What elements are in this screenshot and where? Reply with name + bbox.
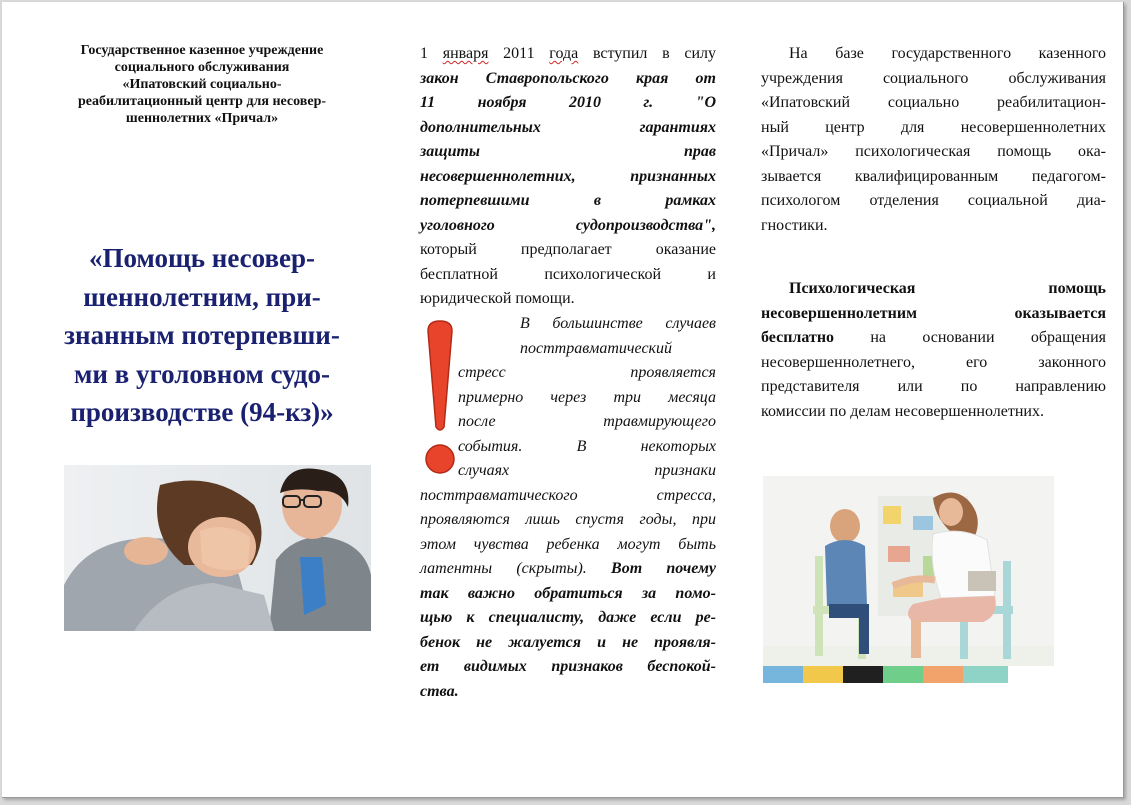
intro-text: вступил в силу <box>578 45 717 62</box>
service-line: ный центр для несовершеннолетних <box>761 118 1106 136</box>
title-line: производстве (94-кз)» <box>70 397 334 427</box>
free-help-line: несовершеннолетнего, его законного <box>761 353 1106 371</box>
stress-emphasis-line: ет видимых признаков беспокой- <box>420 658 716 675</box>
free-help-line <box>761 326 1106 351</box>
service-line: На базе государственного казенного <box>789 45 1106 62</box>
stress-emphasis: Вот почему <box>611 560 717 577</box>
intro-text: января <box>442 45 489 62</box>
stress-emphasis-line: щью к специалисту, даже если ре- <box>420 609 716 626</box>
law-name-line: несовершеннолетних, признанных <box>420 167 716 185</box>
service-line: зывается квалифицированным педагогом- <box>761 167 1106 185</box>
free-help-line: несовершеннолетним оказывается <box>761 304 1106 322</box>
stress-line: В большинстве случаев <box>520 315 716 332</box>
free-help-line: Психологическая помощь <box>789 280 1106 297</box>
title-line: ми в уголовном судо- <box>73 358 331 389</box>
free-help-line: представителя или по направлению <box>761 378 1106 395</box>
stress-line: случаях признаки <box>458 462 716 479</box>
law-name-line: 11 ноября 2010 г. "О <box>420 94 716 111</box>
service-line: учреждения социального обслуживания <box>761 69 1106 87</box>
stress-line: примерно через три месяца <box>458 388 716 406</box>
stress-emphasis-line: так важно обратиться за помо- <box>420 584 716 602</box>
intro-text: 1 <box>420 45 443 62</box>
law-name-line: потерпевшими в рамках <box>420 192 716 209</box>
stress-line: посттравматический <box>520 339 673 357</box>
org-line: Государственное казенное учреждение <box>80 43 324 58</box>
law-name-line: закон Ставропольского края от <box>420 69 716 87</box>
service-line: гностики. <box>761 216 828 234</box>
title-line: «Помощь несовер- <box>88 243 316 273</box>
org-line: реабилитационный центр для несовер- <box>77 94 327 109</box>
brochure-title <box>52 239 352 432</box>
service-line: психологом отделения социальной диа- <box>761 192 1106 209</box>
free-help-paragraph <box>761 277 1106 424</box>
law-name-line: защиты прав <box>420 143 716 160</box>
title-line: шеннолетним, при- <box>83 281 321 312</box>
stress-line: проявляются лишь спустя годы, при <box>420 511 716 528</box>
law-intro <box>420 42 716 312</box>
service-line: «Ипатовский социально реабилитацион- <box>761 94 1106 111</box>
comforting-photo-illustration <box>64 465 371 631</box>
title-line: знанным потерпевши- <box>64 320 340 350</box>
stress-line: после травмирующего <box>458 413 716 430</box>
org-line: шеннолетних «Причал» <box>125 111 279 126</box>
org-line: социального обслуживания <box>114 60 290 75</box>
stress-line <box>420 557 716 582</box>
law-name-line: уголовного судопроизводства", <box>420 216 716 234</box>
stress-line: события. В некоторых <box>458 437 716 455</box>
intro-line: юридической помощи. <box>420 290 575 307</box>
stress-paragraph <box>420 312 716 704</box>
law-name-line: дополнительных гарантиях <box>420 118 716 136</box>
brochure-page <box>2 2 1124 798</box>
stress-emphasis-line: бенок не жалуется и не проявля- <box>420 633 716 651</box>
stress-line: посттравматического стресса, <box>420 486 716 504</box>
service-paragraph <box>761 42 1106 238</box>
free-emphasis: бесплатно <box>761 329 835 346</box>
organization-name <box>52 42 352 127</box>
stress-line: стресс проявляется <box>458 364 716 381</box>
intro-line: бесплатной психологической и <box>420 265 716 283</box>
free-help-line: комиссии по делам несовершеннолетних. <box>761 402 1044 420</box>
org-line: «Ипатовский социально- <box>122 77 282 92</box>
free-help-text: на основании обращения <box>834 329 1106 346</box>
intro-text: года <box>549 45 579 62</box>
stress-emphasis-line: ства. <box>420 682 459 700</box>
stress-line: этом чувства ребенка могут быть <box>420 535 716 553</box>
service-line: «Причал» психологическая помощь ока- <box>761 143 1106 160</box>
therapy-session-photo <box>763 476 1054 683</box>
therapy-session-illustration <box>763 476 1054 683</box>
comforting-photo <box>64 465 371 631</box>
intro-line: который предполагает оказание <box>420 241 716 258</box>
intro-text: 2011 <box>488 45 550 62</box>
intro-line <box>420 42 716 67</box>
stress-text: латентны (скрыты). <box>420 560 612 577</box>
